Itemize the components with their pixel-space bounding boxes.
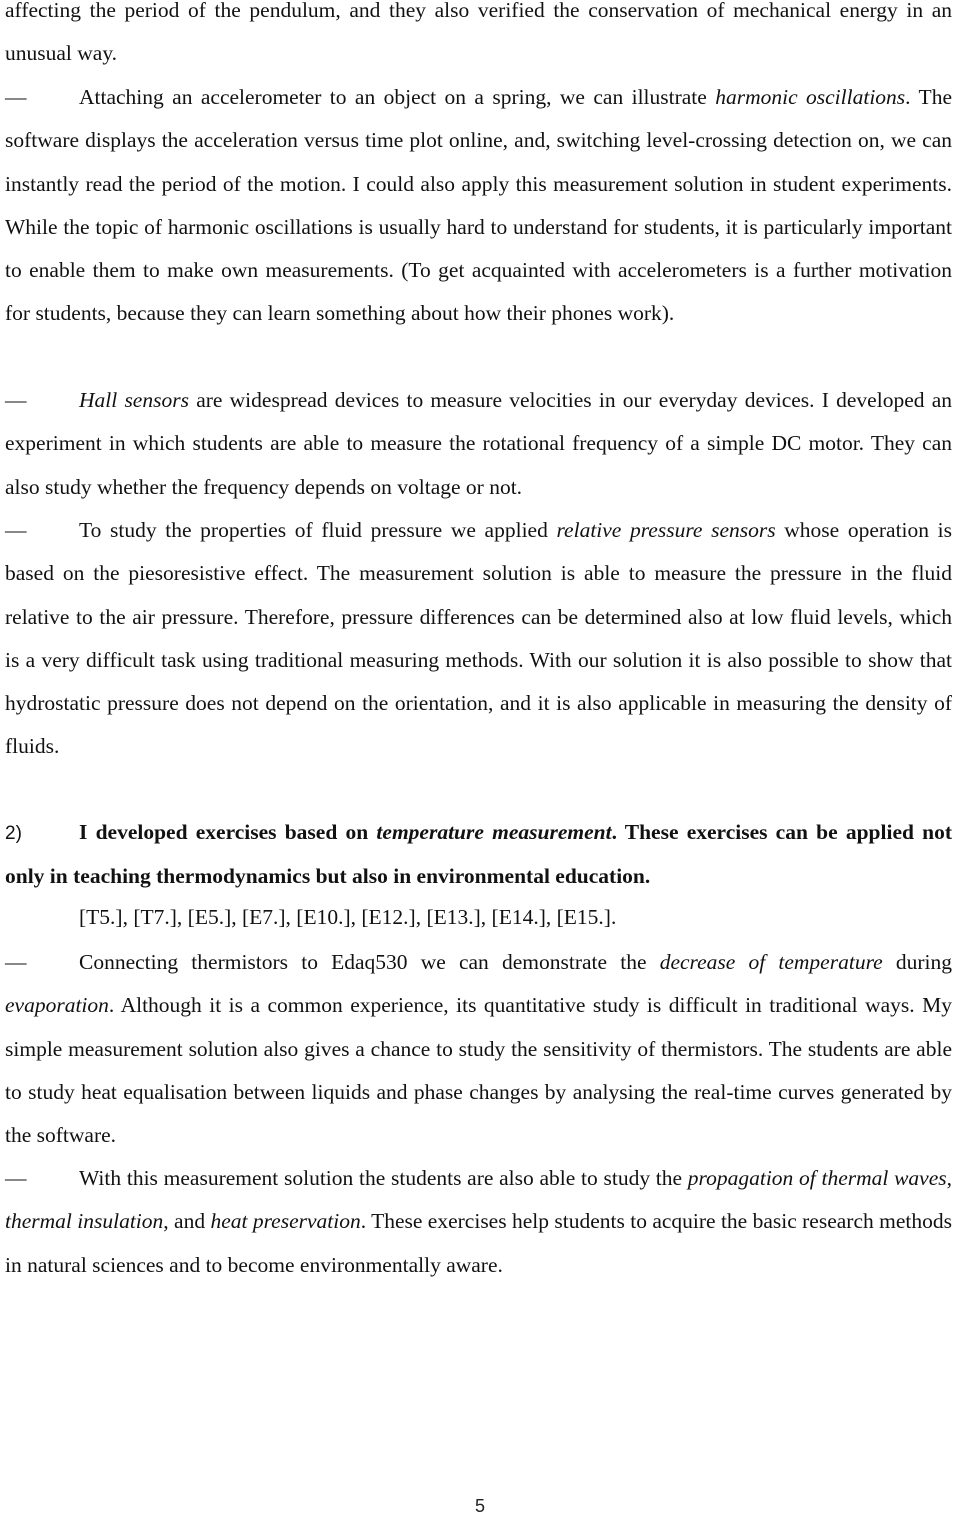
paragraph-hall-sensors: [5, 379, 952, 509]
paragraph-text: , and: [163, 1209, 211, 1234]
paragraph-text: . These exercises help students to acquire the basic research methods in natural sciences and to become environmentally aware.: [5, 1209, 952, 1277]
paragraph-accelerometer: [5, 76, 952, 336]
paragraph-pendulum: [5, 0, 952, 76]
paragraph-text: With this measurement solution the students are also able to study the: [79, 1166, 688, 1190]
reference-list: [T5.], [T7.], [E5.], [E7.], [E10.], [E12.], [E13.], [E14.], [E15.].: [79, 905, 617, 929]
paragraph-text: affecting the period of the pendulum, and they also verified the conservation of mechanical energy in an unusual way.: [5, 0, 952, 66]
heading-text: . These exercises can be applied not only in teaching thermodynamics but also in environmental education.: [5, 820, 953, 889]
paragraph-thermistors: [5, 941, 952, 1157]
paragraph-text: ,: [946, 1166, 952, 1190]
heading-text: I developed exercises based on: [79, 820, 377, 844]
page-number: 5: [474, 1496, 485, 1516]
emphasis-text: harmonic oscillations: [715, 85, 906, 109]
paragraph-pressure-sensors: [5, 509, 952, 769]
bullet-dash: —: [5, 85, 27, 109]
paragraph-text: Connecting thermistors to Edaq530 we can demonstrate the: [79, 950, 660, 974]
section-heading-2: [5, 811, 952, 899]
emphasis-text: temperature measurement: [376, 820, 612, 844]
emphasis-text: Hall sensors: [79, 388, 189, 412]
emphasis-text: decrease of temperature: [659, 950, 883, 974]
emphasis-text: heat preservation: [210, 1209, 361, 1234]
paragraph-text: Attaching an accelerometer to an object on a spring, we can illustrate: [79, 85, 716, 109]
paragraph-text: are widespread devices to measure velocities in our everyday devices. I developed an experiment in which students are able to measure the rotational frequency of a simple DC motor. They can also study whether the frequency depends on voltage or not.: [5, 388, 953, 499]
bullet-dash: —: [5, 388, 27, 412]
bullet-dash: —: [5, 518, 27, 542]
emphasis-text: thermal insulation: [5, 1209, 164, 1234]
paragraph-text: during: [882, 950, 952, 974]
paragraph-thermal-waves: [5, 1157, 952, 1287]
bullet-dash: —: [5, 1166, 27, 1190]
section-number: 2): [5, 823, 22, 844]
paragraph-text: . The software displays the acceleration versus time plot online, and, switching level-crossing detection on, we can instantly read the period of the motion. I could also apply this measurement solution in student experiments. While the topic of harmonic oscillations is usually hard to understand for students, it is particularly important to enable them to make own measurements. (To get acquainted with accelerometers is a further motivation for students, because they can learn something about how their phones work).: [5, 85, 952, 326]
emphasis-text: relative pressure sensors: [556, 518, 776, 542]
paragraph-text: To study the properties of fluid pressure we applied: [79, 518, 557, 542]
bullet-dash: —: [5, 950, 27, 974]
paragraph-text: . Although it is a common experience, its quantitative study is difficult in traditional ways. My simple measurement solution also gives a chance to study the sensitivity of thermistors. The students are able to study heat equalisation between liquids and phase changes by analysing the real-time curves generated by the software.: [5, 993, 952, 1148]
emphasis-text: propagation of thermal waves: [687, 1166, 947, 1190]
emphasis-text: evaporation: [5, 993, 109, 1018]
paragraph-text: whose operation is based on the piesoresistive effect. The measurement solution is able to measure the pressure in the fluid relative to the air pressure. Therefore, pressure differences can be determined also at low fluid levels, which is a very difficult task using traditional measuring methods. With our solution it is also possible to show that hydrostatic pressure does not depend on the orientation, and it is also applicable in measuring the density of fluids.: [5, 518, 952, 759]
